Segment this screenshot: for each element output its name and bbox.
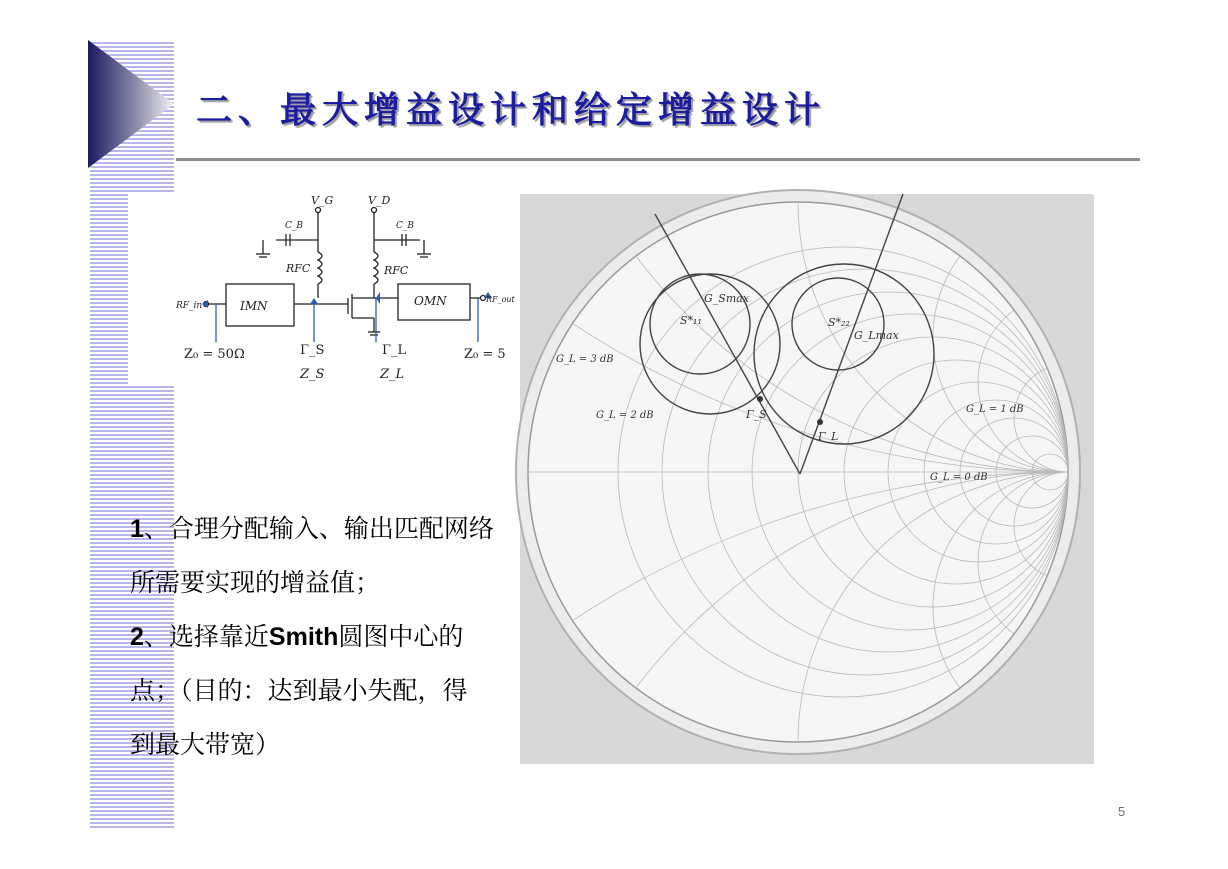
imn-label: IMN [240, 299, 268, 313]
z0-left-label: Z₀ = 50Ω [184, 347, 245, 362]
vd-label: V_D [368, 194, 391, 207]
point-2-line-3: 到最大带宽） [130, 730, 281, 759]
smith-gamma-s-label: Γ_S [746, 408, 767, 421]
point-1-line-2: 所需要实现的增益值； [130, 568, 381, 597]
rf-out-label: RF_out [486, 295, 515, 304]
gl-3db-label: G_L = 3 dB [556, 354, 614, 365]
amplifier-circuit-diagram [128, 192, 515, 384]
cb-left-label: C_B [285, 221, 303, 231]
title-divider [176, 158, 1140, 161]
gamma-s-label: Γ_S [300, 343, 325, 358]
s11-label: S*₁₁ [680, 314, 702, 327]
gamma-l-label: Γ_L [382, 343, 407, 358]
rfc-right-label: RFC [384, 264, 409, 277]
rfc-left-label: RFC [286, 262, 311, 275]
cb-right-label: C_B [396, 221, 414, 231]
rf-in-label: RF_in [176, 301, 203, 311]
title-triangle-icon [88, 40, 174, 168]
s22-label: S*₂₂ [828, 316, 850, 329]
slide-title: 二、最大增益设计和给定增益设计 [196, 89, 827, 131]
z0-right-label: Z₀ = 5 [464, 347, 506, 362]
gl-2db-label: G_L = 2 dB [596, 410, 654, 421]
omn-label: OMN [414, 294, 447, 308]
smith-chart-image [520, 194, 1094, 764]
point-1-line-1: 1、合理分配输入、输出匹配网络 [130, 514, 494, 543]
zl-label: Z_L [380, 367, 405, 382]
gl-0db-label: G_L = 0 dB [930, 472, 988, 483]
zs-label: Z_S [300, 367, 325, 382]
gl-max-label: G_Lmax [854, 329, 899, 342]
gl-1db-label: G_L = 1 dB [966, 404, 1024, 415]
vg-label: V_G [311, 194, 334, 207]
design-points [130, 502, 560, 772]
page-number: 5 [1118, 804, 1126, 819]
smith-gamma-l-label: Γ_L [818, 430, 839, 443]
point-2-line-2: 点；（目的：达到最小失配，得 [130, 676, 468, 705]
point-2-line-1: 2、选择靠近Smith圆图中心的 [130, 622, 464, 651]
gs-max-label: G_Smax [704, 292, 750, 305]
